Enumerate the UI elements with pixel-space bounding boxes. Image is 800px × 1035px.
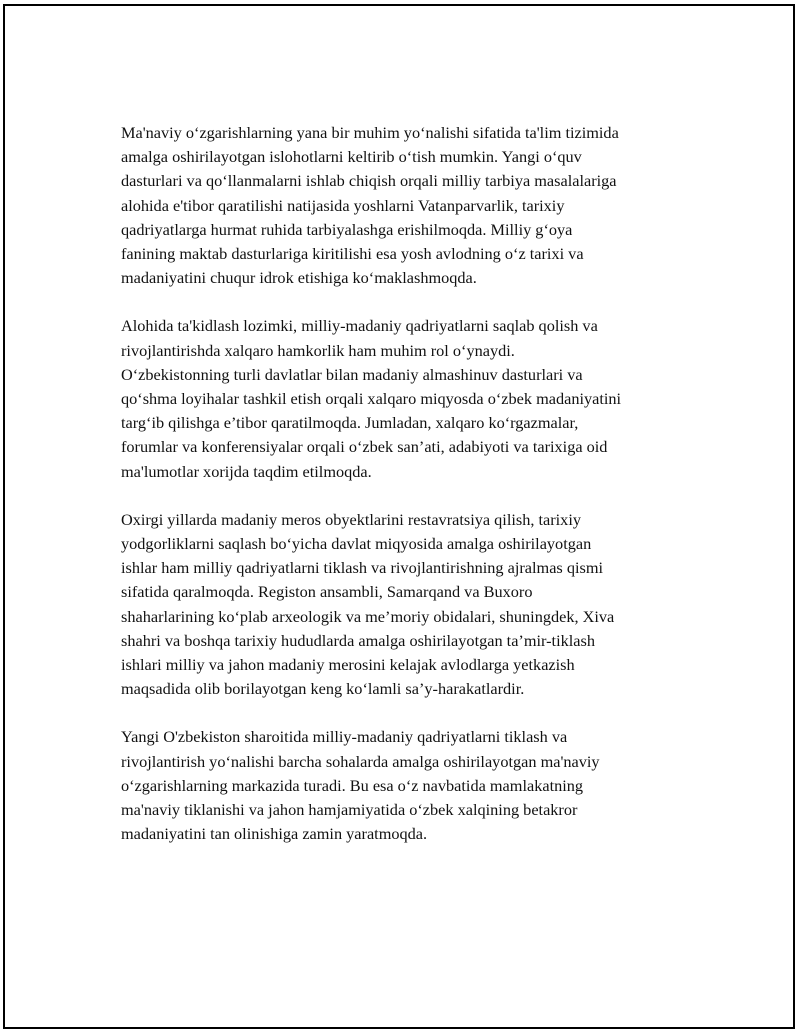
text-line: ishlar ham milliy qadriyatlarni tiklash va rivojlantirishning ajralmas qismi bbox=[121, 558, 604, 578]
paragraph-2 bbox=[121, 314, 691, 483]
text-line: qo‘shma loyihalar tashkil etish orqali xalqaro miqyosda o‘zbek madaniyatini bbox=[121, 389, 622, 409]
paragraph-1 bbox=[121, 121, 691, 290]
text-line: rivojlantirish yo‘nalishi barcha sohalarda amalga oshirilayotgan ma'naviy bbox=[121, 751, 600, 771]
text-line: ishlari milliy va jahon madaniy merosini kelajak avlodlarga yetkazish bbox=[121, 655, 575, 675]
document-body bbox=[121, 121, 691, 870]
text-line: Alohida ta'kidlash lozimki, milliy-madaniy qadriyatlarni saqlab qolish va bbox=[121, 316, 598, 336]
text-line: ma'naviy tiklanishi va jahon hamjamiyatida o‘zbek xalqining betakror bbox=[121, 800, 578, 820]
paragraph-3 bbox=[121, 508, 691, 702]
text-line: madaniyatini tan olinishiga zamin yaratmoqda. bbox=[121, 824, 428, 844]
text-line: Oxirgi yillarda madaniy meros obyektlarini restavratsiya qilish, tarixiy bbox=[121, 509, 581, 529]
text-line: sifatida qaralmoqda. Registon ansambli, Samarqand va Buxoro bbox=[121, 582, 533, 602]
text-line: amalga oshirilayotgan islohotlarni keltirib o‘tish mumkin. Yangi o‘quv bbox=[121, 147, 582, 167]
text-line: shaharlarining ko‘plab arxeologik va me’moriy obidalari, shuningdek, Xiva bbox=[121, 606, 615, 626]
text-line: maqsadida olib borilayotgan keng ko‘lamli sa’y-harakatlardir. bbox=[121, 679, 525, 699]
paragraph-4 bbox=[121, 725, 691, 846]
text-line: yodgorliklarni saqlash bo‘yicha davlat miqyosida amalga oshirilayotgan bbox=[121, 534, 592, 554]
text-line: rivojlantirishda xalqaro hamkorlik ham muhim rol o‘ynaydi. bbox=[121, 340, 515, 360]
text-line: madaniyatini chuqur idrok etishiga ko‘maklashmoqda. bbox=[121, 268, 477, 288]
text-line: dasturlari va qo‘llanmalarni ishlab chiqish orqali milliy tarbiya masalalariga bbox=[121, 171, 617, 191]
text-line: alohida e'tibor qaratilishi natijasida yoshlarni Vatanparvarlik, tarixiy bbox=[121, 195, 565, 215]
text-line: Ma'naviy o‘zgarishlarning yana bir muhim yo‘nalishi sifatida ta'lim tizimida bbox=[121, 123, 619, 142]
text-line: shahri va boshqa tarixiy hududlarda amalga oshirilayotgan ta’mir-tiklash bbox=[121, 630, 595, 650]
text-line: O‘zbekistonning turli davlatlar bilan madaniy almashinuv dasturlari va bbox=[121, 364, 583, 384]
text-line: forumlar va konferensiyalar orqali o‘zbek san’ati, adabiyoti va tarixiga oid bbox=[121, 437, 608, 457]
text-line: Yangi O'zbekiston sharoitida milliy-madaniy qadriyatlarni tiklash va bbox=[121, 727, 568, 747]
text-line: qadriyatlarga hurmat ruhida tarbiyalashga erishilmoqda. Milliy g‘oya bbox=[121, 219, 573, 239]
text-line: ma'lumotlar xorijda taqdim etilmoqda. bbox=[121, 461, 372, 481]
text-line: o‘zgarishlarning markazida turadi. Bu esa o‘z navbatida mamlakatning bbox=[121, 775, 584, 795]
text-line: fanining maktab dasturlariga kiritilishi esa yosh avlodning o‘z tarixi va bbox=[121, 244, 584, 264]
page-frame bbox=[3, 4, 795, 1029]
text-line: targ‘ib qilishga e’tibor qaratilmoqda. Jumladan, xalqaro ko‘rgazmalar, bbox=[121, 413, 579, 433]
